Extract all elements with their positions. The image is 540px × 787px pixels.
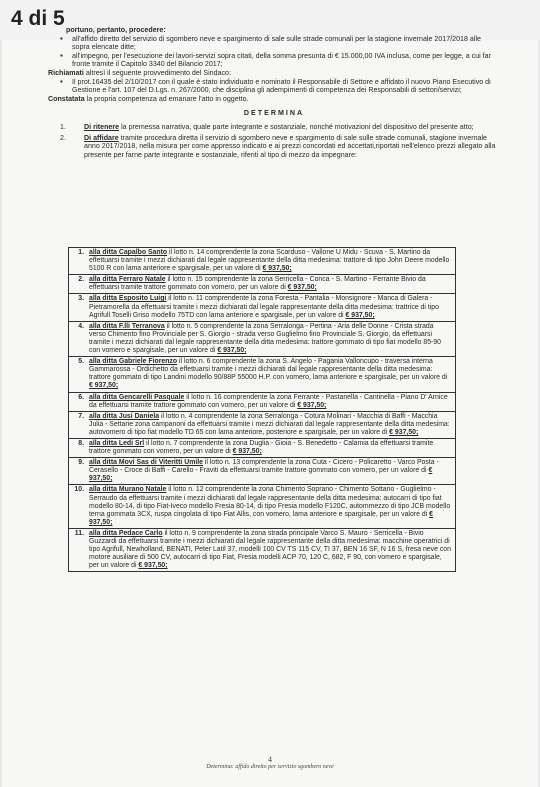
- richiamati-bullet: ▪ Il prot.16435 del 2/10/2017 con il quale è stato individuato e nominato il Responsabile di Settore e affidato il nuovo Piano Esecutivo di Gestione e l'art. 107 del D.Lgs. n. 267/2000, che disciplina gli adempimenti di competenza dei Responsabili di settori/servizi;: [58, 78, 500, 95]
- point-2-text: tramite procedura diretta il servizio di sgombero neve e spargimento di sale sulle strade comunali, stagione invernale anno 2017/2018, nella misura per come appresso indicato e ai prezzi concordati ed accettati,riportati nell'elenco prezzi allegato alla presente per farne parte integrante e sostanziale, riferiti al tipo di mezzo da impegnare:: [84, 133, 496, 159]
- lot-firm: alla ditta Gabriele Fiorenzo: [89, 358, 178, 366]
- intro-bullet-2: ▪ all'impegno, per l'esecuzione dei lavori-servizi sopra citati, della somma presunta di € 15.000,00 IVA inclusa, come per legge, a cui far fronte tramite il Capitolo 3340 del Bilancio 2017;: [58, 52, 500, 69]
- constatata-label: Constatata: [48, 94, 85, 103]
- lot-firm: alla ditta Gencarelli Pasquale: [89, 393, 185, 401]
- lot-row: [69, 321, 456, 356]
- lot-row: [69, 458, 456, 485]
- lot-row: [69, 528, 456, 571]
- lot-description: il lotto n. 5 comprendente la zona Serralonga - Pertina - Aria delle Donne - Crista strada verso Chimento fino Provinciale per S. Giorgio - strada verso Guglielmo fino Provinciale S. Giorgio, da effettuarsi tramite i mezzi dichiarati dal legale rappresentante della ditta medesima: trattore gommato di tipo fiat modello 85-90 con vomero e spargisale, per un valore di: [89, 322, 441, 355]
- lot-description: il lotto n. 7 comprendente la zona Duglia - Gioia - S. Benedetto - Calamia da effettuarsi tramite trattore gommato con vomero, per un valore di: [89, 439, 434, 456]
- lot-description: il lotto n. 9 comprendente la zona strada principale Varco S. Mauro - Serricella - Bivio Guzzardi da effettuarsi tramite i mezzi dichiarati dal legale rappresentante della ditta medesima: macchine operatrici di tipo Agrifull, Newholland, BENATI, Peter Latil 37, modelli 100 CV TS 115 CV, TI 37, BEN 16 SF, N 16 S, fresa neve con motore ausiliare di 500 CV, autocarri di tipo Fiat, Fresia modelli ACP 70, 120 C, 682, F 90, con vomero e spargisale, per un valore di: [89, 529, 451, 570]
- determina-point-1: [54, 123, 500, 132]
- lot-number: 11.: [69, 528, 87, 571]
- lot-firm: alla ditta Ferraro Natale: [89, 276, 166, 284]
- lots-table-wrapper: [0, 247, 540, 572]
- lot-row: [69, 485, 456, 528]
- lot-number: 5.: [69, 357, 87, 392]
- lot-amount: € 937,50;: [297, 401, 327, 409]
- lot-text-cell: [86, 275, 456, 294]
- lot-amount: € 937,50;: [232, 448, 262, 456]
- page-footer: [0, 755, 540, 770]
- lot-firm: alla ditta Pedace Carlo: [89, 529, 163, 537]
- lot-amount: € 937,50;: [217, 347, 247, 355]
- point-2-number: 2.: [60, 133, 66, 142]
- lot-text-cell: [86, 458, 456, 485]
- lot-text-cell: [86, 438, 456, 457]
- lot-number: 10.: [69, 485, 87, 528]
- lot-number: 2.: [69, 275, 87, 294]
- lot-number: 3.: [69, 294, 87, 321]
- lot-number: 1.: [69, 248, 87, 275]
- footer-line: Determina: affido diretto per servizio sgombero neve: [206, 764, 334, 770]
- lot-description: il lotto n. 14 comprendente la zona Scarduso - Vallone U Midu - Scuva - S. Martino da effettuarsi tramite i mezzi dichiarati dal legale rappresentante della ditta medesima: trattore di tipo John Deere modello 5100 R con lama anteriore e spargisale, per un valore di: [89, 249, 450, 273]
- determina-title: DETERMINA: [243, 109, 305, 118]
- lot-row: [69, 357, 456, 392]
- lot-number: 9.: [69, 458, 87, 485]
- lot-text-cell: [86, 485, 456, 528]
- lots-table: [68, 247, 456, 572]
- lot-description: il lotto n. 12 comprendente la zona Chimento Soprano - Chimento Sottano - Guglielmo - Serraudo da effettuarsi tramite i mezzi dichiarati dal legale rappresentante della ditta medesima: autocarri di tipo fiat modello 80-14, di tipo Fiat-Iveco modello Fresia 80-14, di tipo Fresia modello F120C, autommezzo di tipo JCB modello terna gommata 3CX, ruspa cingolata di tipo Fiat Allis, con vomero, lama anteriore e spargisale, per un valore di: [89, 486, 451, 518]
- constatata-text: la propria competenza ad emanare l'atto in oggetto.: [86, 94, 249, 103]
- lot-description: il lotto n. 16 comprendente la zona Ferrante - Pastanella - Cantinella - Piano D' Arnice da effettuarsi tramite trattore gommato con vomero, per un valore di: [89, 393, 448, 409]
- lot-firm: alla ditta F.lli Terranova: [89, 322, 165, 330]
- lot-description: il lotto n. 6 comprendente la zona S. Angelo - Pagania Valloncupo - traversa interna Gammarossa - Ordichetto da effettuarsi tramite i mezzi dichiarati dal legale rappresentante della ditta medesima: trattore gommato di tipo Landini modello 90/88P 55000 H.P. con vomero, lama anteriore e spargisale, per un valore di: [89, 358, 448, 382]
- lot-amount: € 937,50;: [138, 562, 168, 570]
- lot-text-cell: [86, 248, 456, 275]
- lot-firm: alla ditta Capalbo Santo: [89, 249, 168, 256]
- lot-row: [69, 438, 456, 457]
- lot-number: 7.: [69, 411, 87, 438]
- lot-text-cell: [86, 357, 456, 392]
- lot-firm: alla ditta Murano Natale: [89, 486, 167, 494]
- lot-row: [69, 248, 456, 275]
- lot-row: [69, 411, 456, 438]
- richiamati-line: [48, 69, 500, 78]
- page-indicator: 4 di 5: [11, 7, 65, 30]
- lot-firm: alla ditta Esposito Luigi: [89, 295, 167, 303]
- determina-point-2: [54, 134, 500, 160]
- lot-text-cell: [86, 528, 456, 571]
- document-body: [48, 26, 500, 159]
- constatata-line: [48, 95, 500, 104]
- lot-text-cell: [86, 411, 456, 438]
- lot-description: il lotto n. 4 comprendente la zona Serralonga - Cotura Molinari - Macchia di Baffi - Macchia Julia - Settarie zona campanoni da effettuarsi tramite i mezzi dichiarati dal legale rappresentante della ditta medesima: autovomero di tipo fiat modello TD 65 con lama anteriore, posteriore e spargisale, per un valore di: [89, 412, 450, 436]
- point-1-label: Di ritenere: [84, 122, 120, 131]
- intro-bullet-1: ▪ all'affido diretto del servizio di sgombero neve e spargimento di sale sulle strade comunali per la stagione invernale 2017/2018 alle sopra elencate ditte;: [58, 35, 500, 52]
- lot-amount: € 937,50;: [262, 265, 292, 273]
- lot-amount: € 937,50;: [345, 311, 375, 319]
- lot-number: 4.: [69, 321, 87, 356]
- lot-text-cell: [86, 392, 456, 411]
- lot-amount: € 937,50;: [389, 428, 419, 436]
- richiamati-text: altresì il seguente provvedimento del Sindaco:: [85, 68, 231, 77]
- lot-number: 6.: [69, 392, 87, 411]
- intro-top-text: portuno, pertanto, procedere:: [66, 26, 166, 34]
- lot-row: [69, 294, 456, 321]
- lot-description: il lotto n. 15 comprendente la zona Serricella - Conca - S. Martino - Ferrante Bivio da effettuarsi tramite trattore gommato con vomero, per un valore di: [89, 276, 426, 292]
- lot-amount: € 937,50;: [89, 467, 433, 483]
- lot-firm: alla ditta Movi Sas di Viteritti Umile: [89, 459, 203, 467]
- lot-description: il lotto n. 11 comprendente la zona Foresta - Pantalia - Monsignore - Manca di Galera - Pietramorella da effettuarsi tramite i mezzi dichiarati dal legale rappresentante della ditta medesima: trattrice di tipo Agrifull Toselli Griso modello 75TD con lama anteriore e spargisale, per un valore di: [89, 295, 439, 319]
- lot-amount: € 937,50;: [89, 382, 119, 390]
- point-1-number: 1.: [60, 122, 66, 131]
- lot-text-cell: [86, 321, 456, 356]
- lot-row: [69, 275, 456, 294]
- lot-amount: € 937,50;: [287, 284, 317, 292]
- lot-firm: alla ditta Jusi Daniela: [89, 412, 160, 420]
- point-2-label: Di affidare: [84, 133, 119, 142]
- point-1-text: la premessa narrativa, quale parte integrante e sostanziale, nonché motivazioni del dispositivo del presente atto;: [121, 122, 474, 131]
- lot-text-cell: [86, 294, 456, 321]
- lot-firm: alla ditta Ledi Srl: [89, 439, 145, 447]
- lot-row: [69, 392, 456, 411]
- lot-description: il lotto n. 13 comprendente la zona Cuta - Cicero - Policaretto - Varco Posta - Cerasello - Croce di Baffi - Carello - Fraviti da effettuarsi tramite trattore gommato con vomero, per un valore di: [89, 459, 439, 475]
- lot-number: 8.: [69, 438, 87, 457]
- lot-amount: € 937,50;: [89, 510, 433, 526]
- footer-page-number: 4: [268, 755, 272, 764]
- richiamati-label: Richiamati: [48, 68, 84, 77]
